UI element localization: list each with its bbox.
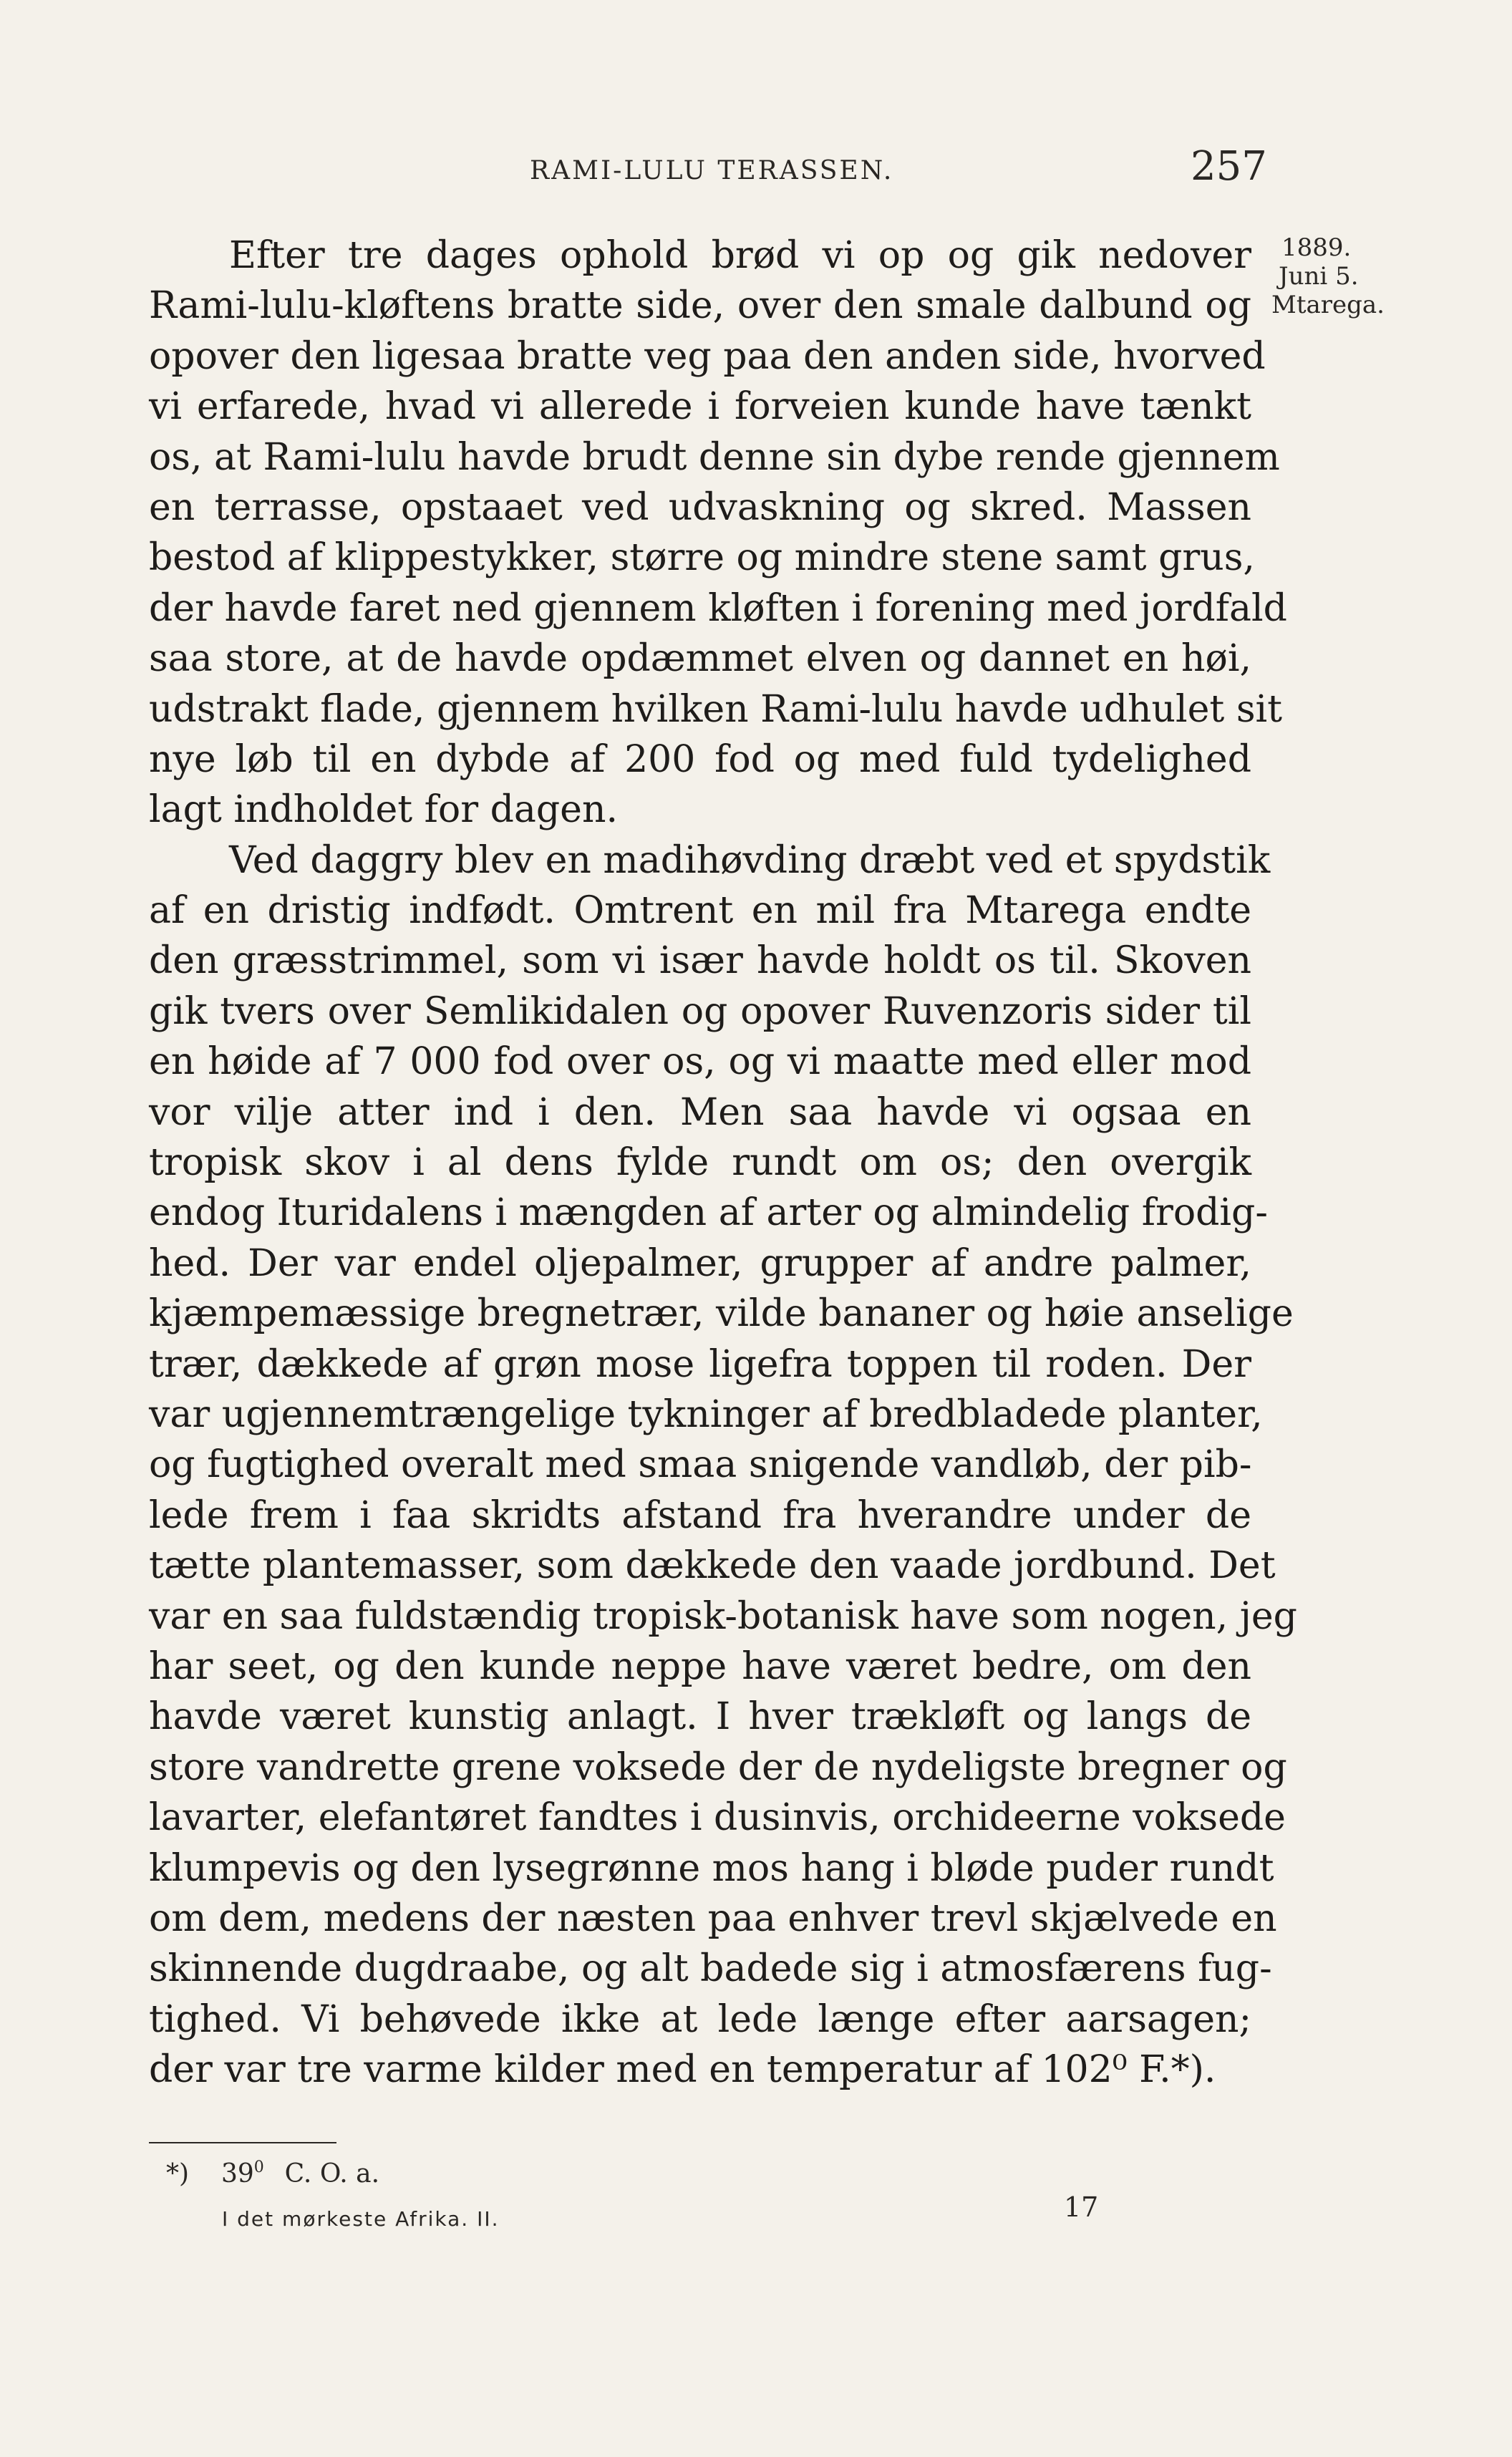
text-line: var ugjennemtrængelige tykninger af bredbladede planter, bbox=[149, 1392, 1263, 1436]
text-line: havde været kunstig anlagt. I hver trækløft og langs de bbox=[149, 1695, 1251, 1739]
signature-line: I det mørkeste Afrika. II. bbox=[222, 2207, 500, 2231]
text-line: var en saa fuldstændig tropisk-botanisk have som nogen, jeg bbox=[149, 1594, 1297, 1638]
footnote bbox=[166, 2158, 379, 2189]
text-line: tætte plantemasser, som dækkede den vaade jordbund. Det bbox=[149, 1544, 1276, 1588]
text-line: der havde faret ned gjennem kløften i forening med jordfald bbox=[149, 586, 1287, 630]
text-line: tropisk skov i al dens fylde rundt om os; den overgik bbox=[149, 1141, 1251, 1185]
text-line: trær, dækkede af grøn mose ligefra toppen til roden. Der bbox=[149, 1342, 1251, 1386]
text-line: bestod af klippestykker, større og mindre stene samt grus, bbox=[149, 536, 1255, 580]
running-head: RAMI-LULU TERASSEN. bbox=[530, 156, 894, 185]
paragraph bbox=[149, 231, 1287, 835]
text-line: der var tre varme kilder med en temperatur af 102⁰ F.*). bbox=[149, 2048, 1216, 2092]
marginal-note-place: Mtarega. bbox=[1271, 291, 1385, 319]
text-line: af en dristig indfødt. Omtrent en mil fra Mtarega endte bbox=[149, 889, 1251, 933]
text-line: store vandrette grene voksede der de nydeligste bregner og bbox=[149, 1745, 1287, 1789]
marginal-note-date: Juni 5. bbox=[1279, 262, 1359, 291]
text-line: os, at Rami-lulu havde brudt denne sin dybe rende gjennem bbox=[149, 435, 1280, 479]
text-line: Ved daggry blev en madihøvding dræbt ved et spydstik bbox=[229, 838, 1271, 882]
text-line: gik tvers over Semlikidalen og opover Ruvenzoris sider til bbox=[149, 989, 1251, 1033]
text-line: saa store, at de havde opdæmmet elven og dannet en høi, bbox=[149, 637, 1251, 681]
text-line: en høide af 7 000 fod over os, og vi maatte med eller mod bbox=[149, 1040, 1251, 1084]
text-line: kjæmpemæssige bregnetrær, vilde bananer og høie anselige bbox=[149, 1292, 1294, 1336]
text-line: endog Ituridalens i mængden af arter og almindelig frodig- bbox=[149, 1191, 1268, 1235]
text-line: nye løb til en dybde af 200 fod og med fuld tydelighed bbox=[149, 737, 1251, 781]
paragraph bbox=[149, 835, 1297, 2095]
sheet-number: 17 bbox=[1064, 2191, 1099, 2223]
text-line: udstrakt flade, gjennem hvilken Rami-lulu havde udhulet sit bbox=[149, 687, 1283, 731]
page-number: 257 bbox=[1191, 143, 1267, 190]
text-line: lagt indholdet for dagen. bbox=[149, 788, 618, 832]
footnote-divider bbox=[149, 2142, 336, 2143]
body-text bbox=[149, 231, 1297, 2095]
text-line: hed. Der var endel oljepalmer, grupper af andre palmer, bbox=[149, 1241, 1251, 1285]
footnote-unit: C. O. a. bbox=[284, 2159, 380, 2189]
marginal-note-year: 1889. bbox=[1281, 233, 1352, 262]
text-line: og fugtighed overalt med smaa snigende vandløb, der pib- bbox=[149, 1443, 1252, 1487]
text-line: skinnende dugdraabe, og alt badede sig i atmosfærens fug- bbox=[149, 1947, 1272, 1991]
text-line: en terrasse, opstaaet ved udvaskning og skred. Massen bbox=[149, 485, 1251, 529]
footnote-marker: *) bbox=[166, 2159, 190, 2189]
text-line: vor vilje atter ind i den. Men saa havde vi ogsaa en bbox=[149, 1090, 1251, 1134]
text-line: klumpevis og den lysegrønne mos hang i bløde puder rundt bbox=[149, 1846, 1274, 1890]
text-line: Efter tre dages ophold brød vi op og gik nedover bbox=[229, 234, 1251, 277]
text-line: den græsstrimmel, som vi især havde holdt os til. Skoven bbox=[149, 939, 1251, 983]
footnote-degree: 0 bbox=[253, 2158, 264, 2176]
text-line: lede frem i faa skridts afstand fra hverandre under de bbox=[149, 1493, 1251, 1537]
text-line: lavarter, elefantøret fandtes i dusinvis, orchideerne voksede bbox=[149, 1796, 1286, 1840]
text-line: opover den ligesaa bratte veg paa den anden side, hvorved bbox=[149, 334, 1266, 378]
footnote-value: 39 bbox=[220, 2159, 254, 2189]
text-line: vi erfarede, hvad vi allerede i forveien kunde have tænkt bbox=[149, 385, 1251, 429]
text-line: Rami-lulu-kløftens bratte side, over den smale dalbund og bbox=[149, 284, 1251, 328]
text-line: tighed. Vi behøvede ikke at lede længe efter aarsagen; bbox=[149, 1997, 1251, 2041]
marginal-note bbox=[1271, 233, 1385, 319]
text-line: om dem, medens der næsten paa enhver trevl skjælvede en bbox=[149, 1896, 1277, 1940]
text-line: har seet, og den kunde neppe have været bedre, om den bbox=[149, 1644, 1251, 1688]
